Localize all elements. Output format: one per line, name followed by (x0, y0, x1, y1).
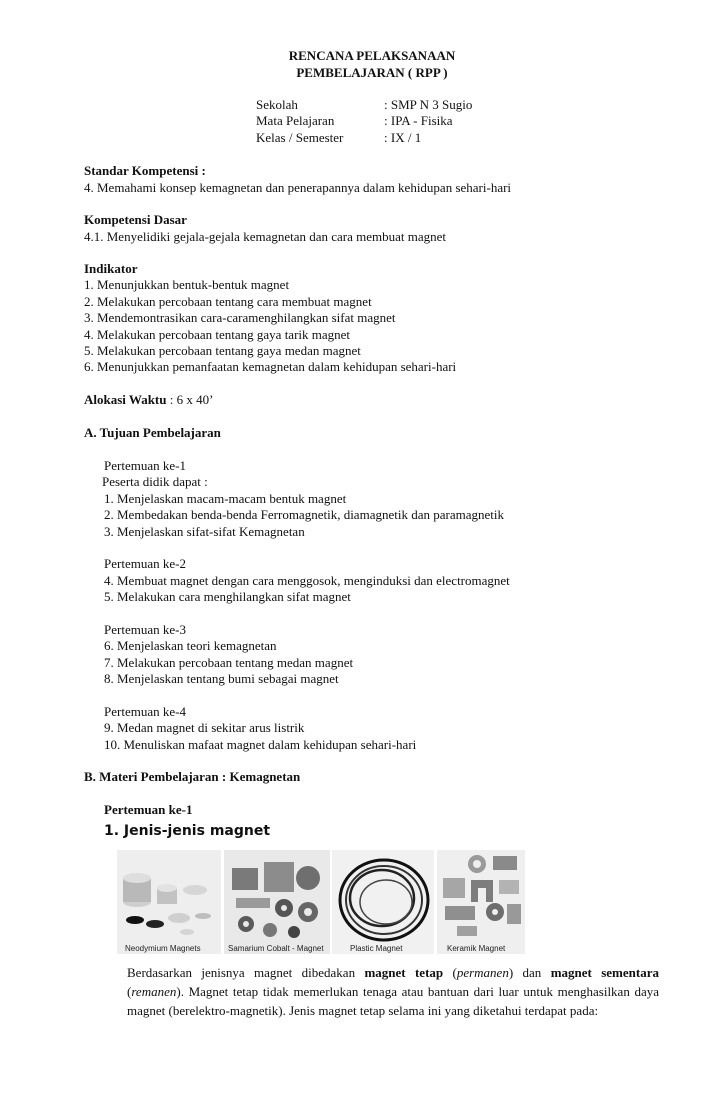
para-text: ) dan (508, 965, 551, 980)
pertemuan-1-intro: Peserta didik dapat : (102, 474, 208, 489)
caption-samarium: Samarium Cobalt - Magnet (228, 944, 324, 953)
info-label-sekolah: Sekolah (256, 97, 298, 112)
plastic-magnet-image (332, 850, 434, 954)
doc-title-line1: RENCANA PELAKSANAAN (288, 48, 456, 63)
materi-paragraph (127, 963, 659, 1020)
alokasi-label: Alokasi Waktu (84, 392, 167, 407)
materi-heading: B. Materi Pembelajaran : Kemagnetan (84, 769, 301, 784)
indikator-item: 6. Menunjukkan pemanfaatan kemagnetan dalam kehidupan sehari-hari (84, 359, 457, 374)
indikator-item: 5. Melakukan percobaan tentang gaya medan magnet (84, 343, 361, 358)
indikator-heading: Indikator (84, 261, 138, 276)
doc-title-line2: PEMBELAJARAN ( RPP ) (296, 65, 448, 80)
indikator-item: 1. Menunjukkan bentuk-bentuk magnet (84, 277, 290, 292)
tujuan-item: 5. Melakukan cara menghilangkan sifat magnet (104, 589, 351, 604)
para-bold-magnet-sementara: magnet sementara (550, 965, 659, 980)
tujuan-item: 4. Membuat magnet dengan cara menggosok, menginduksi dan electromagnet (104, 573, 510, 588)
info-value-kelas: : IX / 1 (384, 130, 422, 145)
caption-neodymium: Neodymium Magnets (125, 944, 201, 953)
keramik-magnet-image (437, 850, 525, 954)
samarium-cobalt-image (224, 850, 330, 954)
para-italic-permanen: permanen (456, 965, 509, 980)
alokasi-waktu (84, 392, 213, 408)
para-text: ( (443, 965, 457, 980)
tujuan-item: 8. Menjelaskan tentang bumi sebagai magnet (104, 671, 339, 686)
materi-subheading: 1. Jenis-jenis magnet (104, 823, 271, 839)
info-value-mapel: : IPA - Fisika (384, 113, 453, 128)
tujuan-item: 7. Melakukan percobaan tentang medan magnet (104, 655, 354, 670)
indikator-item: 2. Melakukan percobaan tentang cara membuat magnet (84, 294, 372, 309)
tujuan-item: 3. Menjelaskan sifat-sifat Kemagnetan (104, 524, 305, 539)
pertemuan-2-title: Pertemuan ke-2 (104, 556, 186, 571)
info-label-kelas: Kelas / Semester (256, 130, 344, 145)
alokasi-value: : 6 x 40’ (166, 392, 214, 407)
neodymium-magnet-image (117, 850, 221, 954)
tujuan-item: 9. Medan magnet di sekitar arus listrik (104, 720, 305, 735)
indikator-item: 4. Melakukan percobaan tentang gaya tarik magnet (84, 327, 351, 342)
indikator-item: 3. Mendemontrasikan cara-caramenghilangkan sifat magnet (84, 310, 396, 325)
para-italic-remanen: remanen (131, 984, 177, 999)
tujuan-item: 6. Menjelaskan teori kemagnetan (104, 638, 277, 653)
materi-meeting: Pertemuan ke-1 (104, 802, 193, 817)
caption-keramik: Keramik Magnet (447, 944, 506, 953)
pertemuan-3-title: Pertemuan ke-3 (104, 622, 186, 637)
para-text: ( (127, 984, 132, 999)
sk-heading: Standar Kompetensi : (84, 163, 206, 178)
para-text: Berdasarkan jenisnya magnet dibedakan (127, 965, 365, 980)
tujuan-heading: A. Tujuan Pembelajaran (84, 425, 221, 440)
pertemuan-4-title: Pertemuan ke-4 (104, 704, 186, 719)
para-text: ). Magnet tetap tidak memerlukan tenaga atau bantuan dari luar untuk menghasilkan daya magnet (berelektro-magnetik). Jenis magnet tetap selama ini yang diketahui terdapat pada: (127, 984, 659, 1018)
kd-item: 4.1. Menyelidiki gejala-gejala kemagnetan dan cara membuat magnet (84, 229, 447, 244)
info-label-mapel: Mata Pelajaran (256, 113, 335, 128)
info-value-sekolah: : SMP N 3 Sugio (384, 97, 473, 112)
tujuan-item: 10. Menuliskan mafaat magnet dalam kehidupan sehari-hari (104, 737, 417, 752)
kd-heading: Kompetensi Dasar (84, 212, 187, 227)
para-bold-magnet-tetap: magnet tetap (364, 965, 444, 980)
pertemuan-1-title: Pertemuan ke-1 (104, 458, 186, 473)
caption-plastic: Plastic Magnet (350, 944, 403, 953)
sk-item: 4. Memahami konsep kemagnetan dan penerapannya dalam kehidupan sehari-hari (84, 180, 512, 195)
tujuan-item: 2. Membedakan benda-benda Ferromagnetik, diamagnetik dan paramagnetik (104, 507, 504, 522)
tujuan-item: 1. Menjelaskan macam-macam bentuk magnet (104, 491, 347, 506)
